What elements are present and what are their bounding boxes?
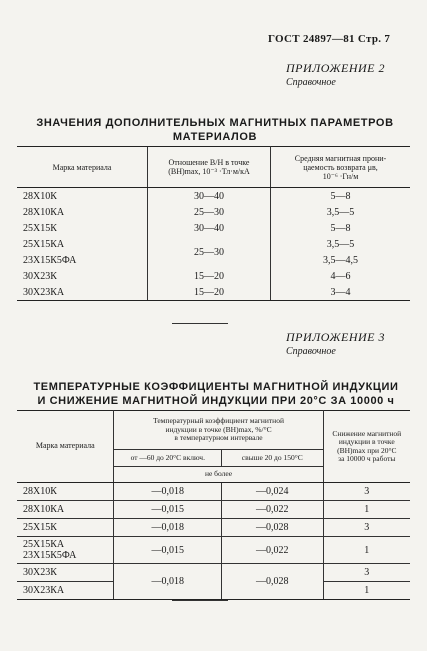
col-temp-coefficient-header <box>114 411 323 450</box>
drop-value: 1 <box>323 537 410 564</box>
col-material-header: Марка материала <box>17 411 114 483</box>
ratio-value: 30—40 <box>148 188 271 205</box>
material-name: 28Х10К <box>23 190 57 202</box>
material-name: 30Х23КА <box>17 582 114 600</box>
material-name: 28Х10К <box>17 483 114 501</box>
material-name: 25Х15К <box>23 222 57 234</box>
ratio-value: 25—30 <box>148 204 271 220</box>
appendix-2-heading-line1: ЗНАЧЕНИЯ ДОПОЛНИТЕЛЬНЫХ МАГНИТНЫХ ПАРАМЕТРОВ <box>36 117 394 129</box>
permeability-value: 3,5—4,5 <box>323 254 358 266</box>
material-name: 25Х15К <box>17 519 114 537</box>
ratio-value: 25—30 <box>148 236 271 268</box>
appendix-3-heading <box>16 380 416 408</box>
material-name: 23Х15К5ФА <box>23 254 77 266</box>
col-induction-drop-header-line2: индукции в точке <box>338 437 395 446</box>
material-name: 30Х23К <box>17 564 114 582</box>
table-row <box>17 268 410 284</box>
col-permeability-header-line3: 10⁻⁶ ·Гн/м <box>322 171 359 181</box>
permeability-value: 3,5—5 <box>326 206 355 218</box>
coef-low-value: —0,018 <box>114 483 222 501</box>
coef-low-value: —0,018 <box>114 519 222 537</box>
coef-high-value: —0,022 <box>222 501 324 519</box>
col-high-range-header: свыше 20 до 150°С <box>222 450 324 467</box>
drop-value: 1 <box>323 582 410 600</box>
material-name: 28Х10КА <box>17 501 114 519</box>
appendix-3-heading-line2: И СНИЖЕНИЕ МАГНИТНОЙ ИНДУКЦИИ ПРИ 20°С ЗА 10000 ч <box>37 395 395 407</box>
col-induction-drop-header-line1: Снижение магнитной <box>332 428 402 438</box>
temperature-coefficients-table <box>17 410 410 600</box>
drop-value: 3 <box>323 483 410 501</box>
col-ratio-header <box>148 147 271 188</box>
table-row <box>17 483 410 501</box>
table-header-row <box>17 147 410 188</box>
coef-low-value: —0,015 <box>114 537 222 564</box>
table-row <box>17 519 410 537</box>
drop-value: 3 <box>323 519 410 537</box>
table-row <box>17 220 410 236</box>
col-ratio-header-line1: Отношение B/H в точке <box>168 158 250 167</box>
material-name: 25Х15КА <box>23 238 65 250</box>
section-divider-bottom <box>172 600 228 601</box>
permeability-value: 3,5—5 <box>326 238 355 250</box>
permeability-value: 3—4 <box>271 284 411 301</box>
permeability-value: 4—6 <box>330 270 351 282</box>
col-temp-coefficient-header-line2: индукции в точке (BH)max, %/°С <box>165 424 272 434</box>
col-permeability-header-line2: цаемость возврата μв, <box>303 162 378 172</box>
table-row <box>17 236 410 252</box>
material-name: 28Х10КА <box>23 206 65 218</box>
table-row <box>17 537 410 564</box>
page-header: ГОСТ 24897—81 Стр. 7 <box>268 33 391 45</box>
appendix-2-heading <box>20 116 410 144</box>
table-header-row <box>17 411 410 450</box>
coef-high-value: —0,028 <box>222 519 324 537</box>
material-name-line1: 25Х15КА <box>23 539 65 550</box>
ratio-value: 15—20 <box>148 268 271 284</box>
col-temp-coefficient-header-line3: в температурном интервале <box>174 433 263 443</box>
coef-high-value: —0,022 <box>222 537 324 564</box>
table-row <box>17 564 410 582</box>
col-induction-drop-header-line4: за 10000 ч работы <box>338 454 396 463</box>
material-name <box>17 537 114 564</box>
coef-low-value: —0,015 <box>114 501 222 519</box>
col-induction-drop-header-line3: (BH)max при 20°С <box>337 445 397 455</box>
appendix-3-title: ПРИЛОЖЕНИЕ 3 <box>286 330 385 344</box>
col-ratio-header-line2: (BH)max, 10⁻³ ·Тл·м/кА <box>168 167 250 176</box>
appendix-2-title: ПРИЛОЖЕНИЕ 2 <box>286 61 385 75</box>
section-divider <box>172 323 228 324</box>
col-temp-coefficient-header-line1: Температурный коэффициент магнитной <box>153 416 284 426</box>
material-name: 30Х23КА <box>17 284 148 301</box>
drop-value: 3 <box>323 564 410 582</box>
magnetic-params-table <box>17 146 410 301</box>
table-row <box>17 284 410 301</box>
not-more-than-label: не более <box>114 467 323 483</box>
permeability-value: 5—8 <box>330 222 351 234</box>
col-low-range-header: от —60 до 20°С включ. <box>114 450 222 467</box>
col-permeability-header-line1: Средняя магнитная прони- <box>294 153 387 163</box>
coef-low-value: —0,018 <box>114 564 222 600</box>
table-row <box>17 501 410 519</box>
ratio-value: 15—20 <box>148 284 271 301</box>
appendix-2-heading-line2: МАТЕРИАЛОВ <box>172 131 258 143</box>
material-name: 30Х23К <box>23 270 57 282</box>
col-material-header: Марка материала <box>17 147 148 188</box>
table-row <box>17 188 410 205</box>
permeability-value: 5—8 <box>330 190 351 202</box>
appendix-3-subtitle: Справочное <box>286 346 336 357</box>
col-permeability-header <box>271 147 411 188</box>
col-induction-drop-header <box>323 411 410 483</box>
ratio-value: 30—40 <box>148 220 271 236</box>
coef-high-value: —0,028 <box>222 564 324 600</box>
appendix-2-subtitle: Справочное <box>286 77 336 88</box>
drop-value: 1 <box>323 501 410 519</box>
appendix-3-heading-line1: ТЕМПЕРАТУРНЫЕ КОЭФФИЦИЕНТЫ МАГНИТНОЙ ИНДУКЦИИ <box>33 381 399 393</box>
material-name-line2: 23Х15К5ФА <box>23 550 77 561</box>
table-row <box>17 204 410 220</box>
coef-high-value: —0,024 <box>222 483 324 501</box>
